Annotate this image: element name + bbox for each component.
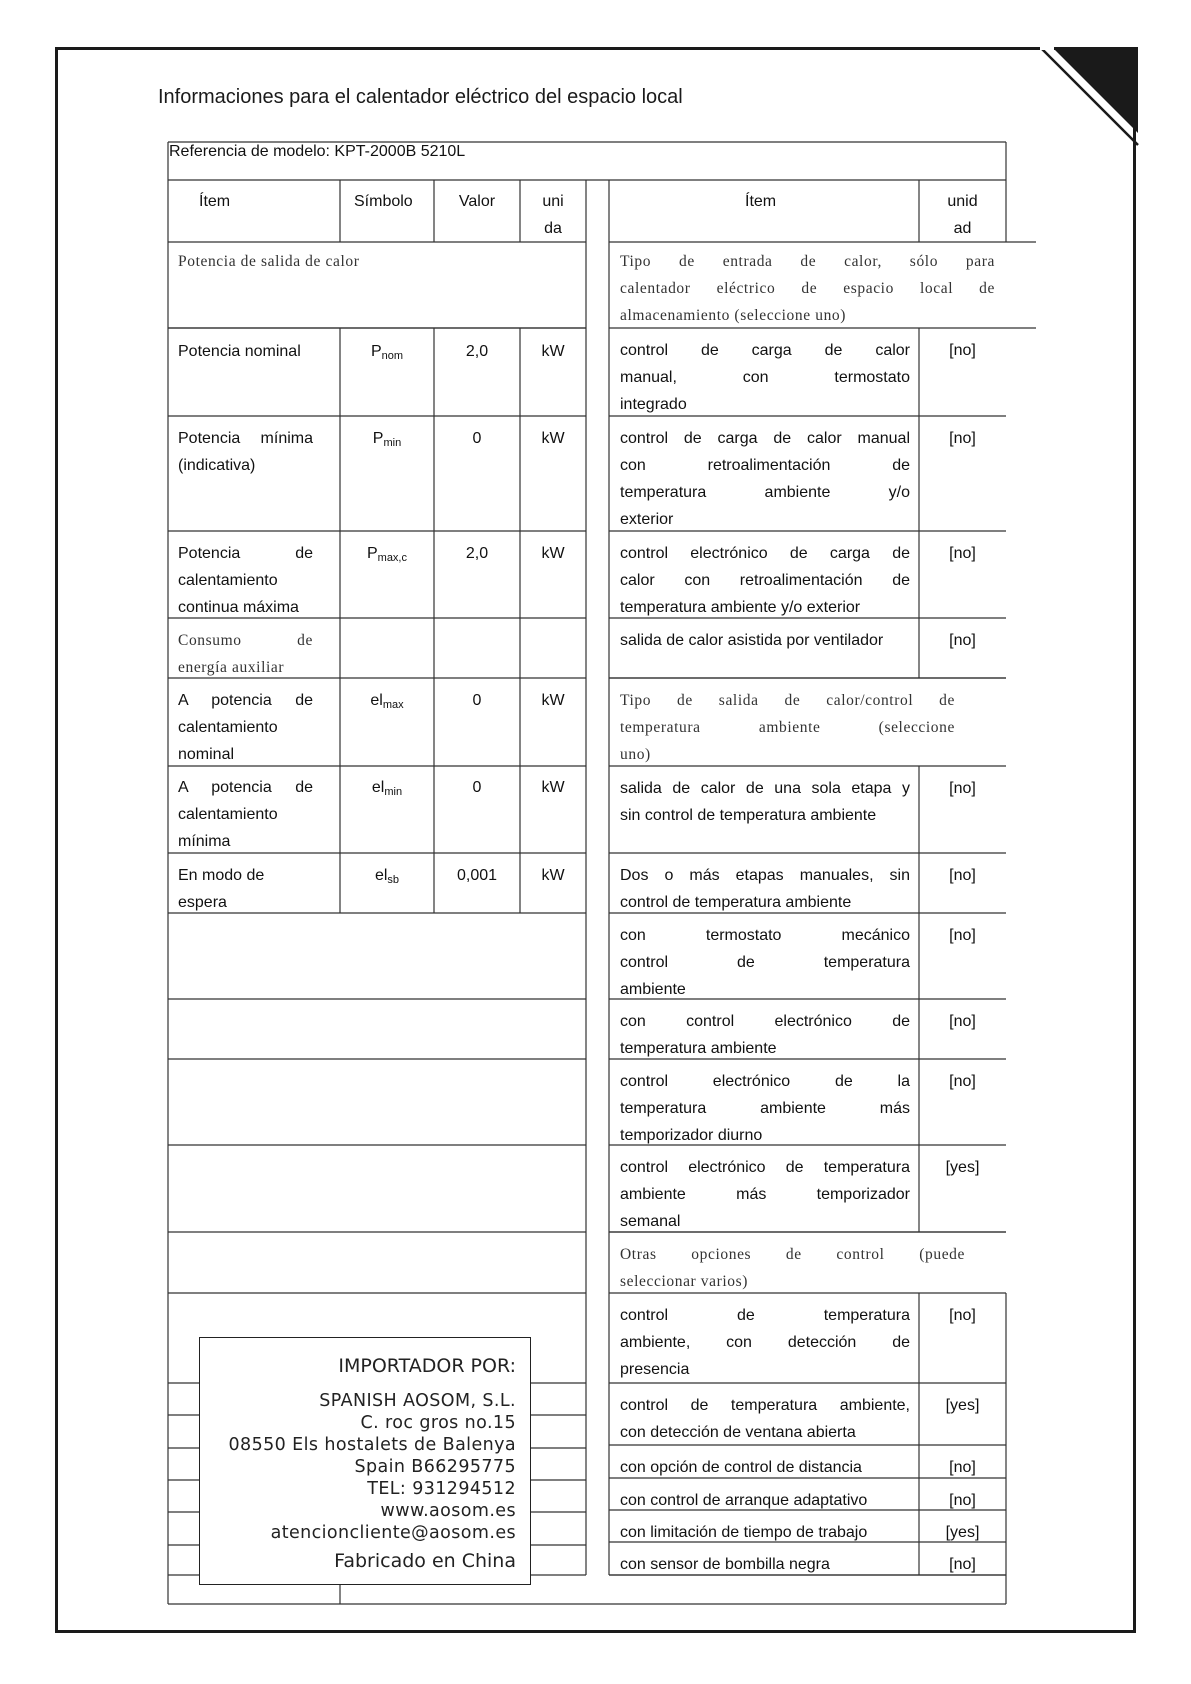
symbol-base: P bbox=[366, 545, 378, 562]
section-other-options: seleccionar varios) bbox=[620, 1273, 749, 1290]
importer-line: Spain B66295775 bbox=[354, 1457, 516, 1477]
section-heat-output: Potencia de salida de calor bbox=[178, 253, 360, 270]
header-symbol: Símbolo bbox=[354, 193, 413, 210]
model-reference: Referencia de modelo: KPT-2000B 5210L bbox=[169, 143, 466, 160]
row-value: 0,001 bbox=[456, 867, 498, 884]
option-value: [no] bbox=[949, 1073, 976, 1090]
option-label: con control de arranque adaptativo bbox=[620, 1492, 868, 1509]
row-item-label: A potencia de bbox=[178, 692, 313, 709]
option-label: con limitación de tiempo de trabajo bbox=[620, 1524, 868, 1541]
symbol-subscript: nom bbox=[381, 350, 404, 362]
option-value: [yes] bbox=[945, 1524, 980, 1541]
page-title: Informaciones para el calentador eléctrico del espacio local bbox=[158, 86, 683, 108]
section-other-options: Otras opciones de control (puede bbox=[620, 1246, 965, 1263]
symbol-base: P bbox=[372, 430, 384, 447]
importer-heading: IMPORTADOR POR: bbox=[338, 1355, 516, 1377]
option-label: salida de calor de una sola etapa y bbox=[620, 780, 910, 797]
header-unit-right: ad bbox=[953, 220, 972, 237]
row-value: 0 bbox=[472, 779, 482, 796]
option-value: [no] bbox=[949, 1307, 976, 1324]
symbol-subscript: sb bbox=[387, 874, 400, 886]
row-symbol bbox=[340, 862, 434, 894]
section-heat-output-type: Tipo de salida de calor/control de bbox=[620, 692, 955, 709]
row-item-label: mínima bbox=[178, 833, 231, 850]
row-unit: kW bbox=[541, 343, 565, 360]
importer-label-box bbox=[199, 1337, 531, 1585]
option-label: semanal bbox=[620, 1213, 681, 1230]
row-unit: kW bbox=[541, 779, 565, 796]
option-value: [no] bbox=[949, 545, 976, 562]
section-heat-input-type: Tipo de entrada de calor, sólo para bbox=[620, 253, 995, 270]
row-unit: kW bbox=[541, 545, 565, 562]
option-label: con opción de control de distancia bbox=[620, 1459, 862, 1476]
row-item-label: calentamiento bbox=[178, 719, 278, 736]
option-label: control de temperatura ambiente, bbox=[620, 1397, 910, 1414]
row-unit: kW bbox=[541, 692, 565, 709]
option-value: [no] bbox=[949, 632, 976, 649]
option-label: temperatura ambiente más bbox=[620, 1100, 910, 1117]
row-item-label: (indicativa) bbox=[178, 457, 256, 474]
option-label: control de temperatura bbox=[620, 1307, 910, 1324]
option-label: control electrónico de temperatura bbox=[620, 1159, 910, 1176]
option-value: [no] bbox=[949, 1459, 976, 1476]
row-item-label: calentamiento bbox=[178, 806, 278, 823]
header-value: Valor bbox=[458, 193, 496, 210]
option-label: con retroalimentación de bbox=[620, 457, 910, 474]
option-value: [no] bbox=[949, 927, 976, 944]
header-item-left: Ítem bbox=[199, 193, 231, 210]
option-value: [no] bbox=[949, 1013, 976, 1030]
row-item-label: Consumo de bbox=[178, 632, 313, 649]
symbol-base: el bbox=[371, 779, 385, 796]
option-label: temperatura ambiente y/o bbox=[620, 484, 910, 501]
symbol-base: el bbox=[370, 692, 383, 709]
row-symbol bbox=[340, 687, 434, 719]
row-item-label: Potencia mínima bbox=[178, 430, 313, 447]
option-label: con detección de ventana abierta bbox=[620, 1424, 856, 1441]
option-label: presencia bbox=[620, 1361, 690, 1378]
row-symbol bbox=[340, 774, 434, 806]
option-label: Dos o más etapas manuales, sin bbox=[620, 867, 910, 884]
row-value: 0 bbox=[472, 692, 482, 709]
option-value: [no] bbox=[949, 867, 976, 884]
option-label: control electrónico de la bbox=[620, 1073, 910, 1090]
symbol-subscript: max bbox=[382, 699, 404, 711]
importer-line: www.aosom.es bbox=[380, 1501, 516, 1521]
importer-line: 08550 Els hostalets de Balenya bbox=[228, 1435, 516, 1455]
row-item-label: A potencia de bbox=[178, 779, 313, 796]
symbol-base: el bbox=[374, 867, 388, 884]
option-label: ambiente, con detección de bbox=[620, 1334, 910, 1351]
row-symbol bbox=[340, 425, 434, 457]
row-value: 0 bbox=[472, 430, 482, 447]
row-item-label: En modo de espera bbox=[178, 867, 265, 911]
option-label: control electrónico de carga de bbox=[620, 545, 910, 562]
option-label: con sensor de bombilla negra bbox=[620, 1556, 830, 1573]
row-symbol bbox=[340, 540, 434, 572]
option-value: [yes] bbox=[945, 1397, 980, 1414]
importer-origin: Fabricado en China bbox=[334, 1550, 516, 1572]
header-unit-left: uni bbox=[542, 193, 564, 210]
option-value: [no] bbox=[949, 780, 976, 797]
option-value: [no] bbox=[949, 342, 976, 359]
importer-line: atencioncliente@aosom.es bbox=[270, 1523, 516, 1543]
section-heat-input-type: almacenamiento (seleccione uno) bbox=[620, 307, 847, 324]
row-item-label: continua máxima bbox=[178, 599, 299, 616]
header-unit-right: unid bbox=[947, 193, 978, 210]
row-unit: kW bbox=[541, 430, 565, 447]
row-unit: kW bbox=[541, 867, 565, 884]
row-value: 2,0 bbox=[465, 545, 489, 562]
option-label: temperatura ambiente y/o exterior bbox=[620, 599, 861, 616]
option-value: [no] bbox=[949, 1556, 976, 1573]
row-value: 2,0 bbox=[465, 343, 489, 360]
option-label: con control electrónico de bbox=[620, 1013, 910, 1030]
section-heat-output-type: temperatura ambiente (seleccione bbox=[620, 719, 955, 736]
option-label: exterior bbox=[620, 511, 674, 528]
option-label: ambiente bbox=[620, 981, 686, 998]
row-item-label: energía auxiliar bbox=[178, 659, 285, 676]
row-item-label: Potencia nominal bbox=[178, 343, 301, 360]
row-item-label: nominal bbox=[178, 746, 235, 763]
option-label: temperatura ambiente bbox=[620, 1040, 777, 1057]
option-label: sin control de temperatura ambiente bbox=[620, 807, 877, 824]
option-label: calor con retroalimentación de bbox=[620, 572, 910, 589]
importer-line: SPANISH AOSOM, S.L. bbox=[319, 1391, 516, 1411]
section-heat-input-type: calentador eléctrico de espacio local de bbox=[620, 280, 995, 297]
row-item-label: calentamiento bbox=[178, 572, 278, 589]
importer-line: C. roc gros no.15 bbox=[360, 1413, 516, 1433]
row-symbol bbox=[340, 338, 434, 370]
symbol-subscript: min bbox=[383, 437, 402, 449]
header-item-right: Ítem bbox=[745, 193, 777, 210]
option-label: control de carga de calor bbox=[620, 342, 910, 359]
symbol-base: P bbox=[370, 343, 382, 360]
header-unit-left: da bbox=[544, 220, 562, 237]
symbol-subscript: max,c bbox=[377, 552, 407, 564]
row-item-label: Potencia de bbox=[178, 545, 313, 562]
option-label: control de temperatura ambiente bbox=[620, 894, 852, 911]
section-heat-output-type: uno) bbox=[620, 746, 651, 763]
option-value: [no] bbox=[949, 430, 976, 447]
option-label: temporizador diurno bbox=[620, 1127, 763, 1144]
option-label: manual, con termostato bbox=[620, 369, 910, 386]
symbol-subscript: min bbox=[384, 786, 403, 798]
option-label: salida de calor asistida por ventilador bbox=[620, 632, 884, 649]
option-label: control de temperatura bbox=[620, 954, 910, 971]
option-label: con termostato mecánico bbox=[620, 927, 910, 944]
option-label: control de carga de calor manual bbox=[620, 430, 910, 447]
option-label: integrado bbox=[620, 396, 687, 413]
option-value: [no] bbox=[949, 1492, 976, 1509]
option-label: ambiente más temporizador bbox=[620, 1186, 910, 1203]
importer-line: TEL: 931294512 bbox=[367, 1479, 516, 1499]
option-value: [yes] bbox=[945, 1159, 980, 1176]
